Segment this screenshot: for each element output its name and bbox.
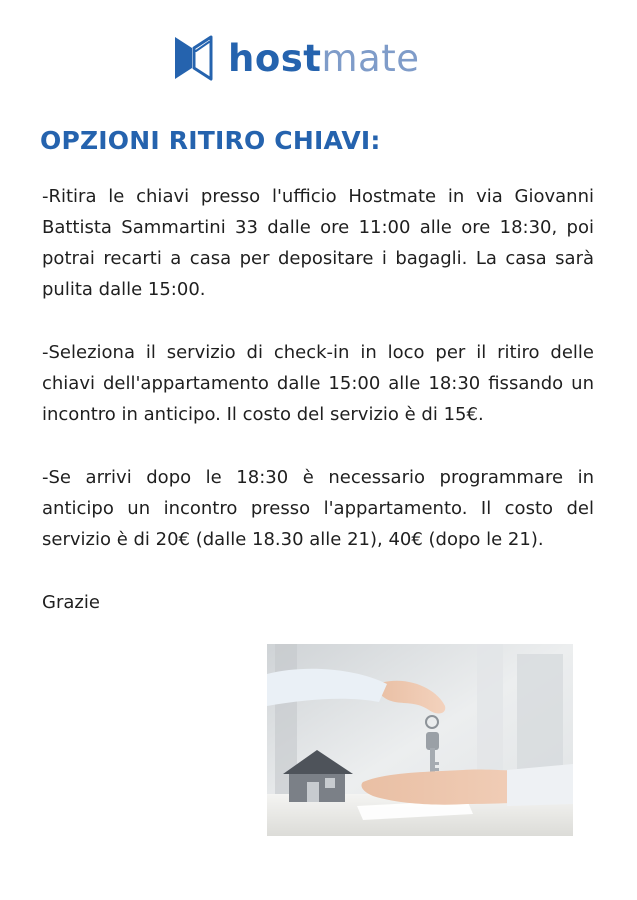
option-late-arrival: -Se arrivi dopo le 18:30 è necessario programmare in anticipo un incontro presso l'appartamento. Il costo del servizio è di 20€ (dalle 18.30 alle 21), 40€ (dopo le 21). — [42, 467, 594, 550]
option-office-pickup: -Ritira le chiavi presso l'ufficio Hostmate in via Giovanni Battista Sammartini 33 dalle ore 11:00 alle ore 18:30, poi potrai recarti a casa per depositare i bagagli. La casa sarà pulita dalle 15:00. — [42, 186, 594, 300]
page-title: OPZIONI RITIRO CHIAVI: — [40, 126, 381, 155]
closing-text: Grazie — [42, 592, 100, 613]
logo-wordmark — [228, 36, 420, 80]
logo-host-text: host — [228, 36, 322, 80]
hostmate-logo — [172, 34, 419, 82]
option-onsite-checkin: -Seleziona il servizio di check-in in loco per il ritiro delle chiavi dell'appartamento dalle 15:00 alle 18:30 fissando un incontro in anticipo. Il costo del servizio è di 15€. — [42, 342, 594, 425]
key-pickup-options — [42, 181, 594, 650]
logo-mate-text: mate — [321, 36, 420, 80]
hostmate-logo-mark-icon — [172, 35, 214, 81]
key-handover-photo — [267, 644, 573, 836]
